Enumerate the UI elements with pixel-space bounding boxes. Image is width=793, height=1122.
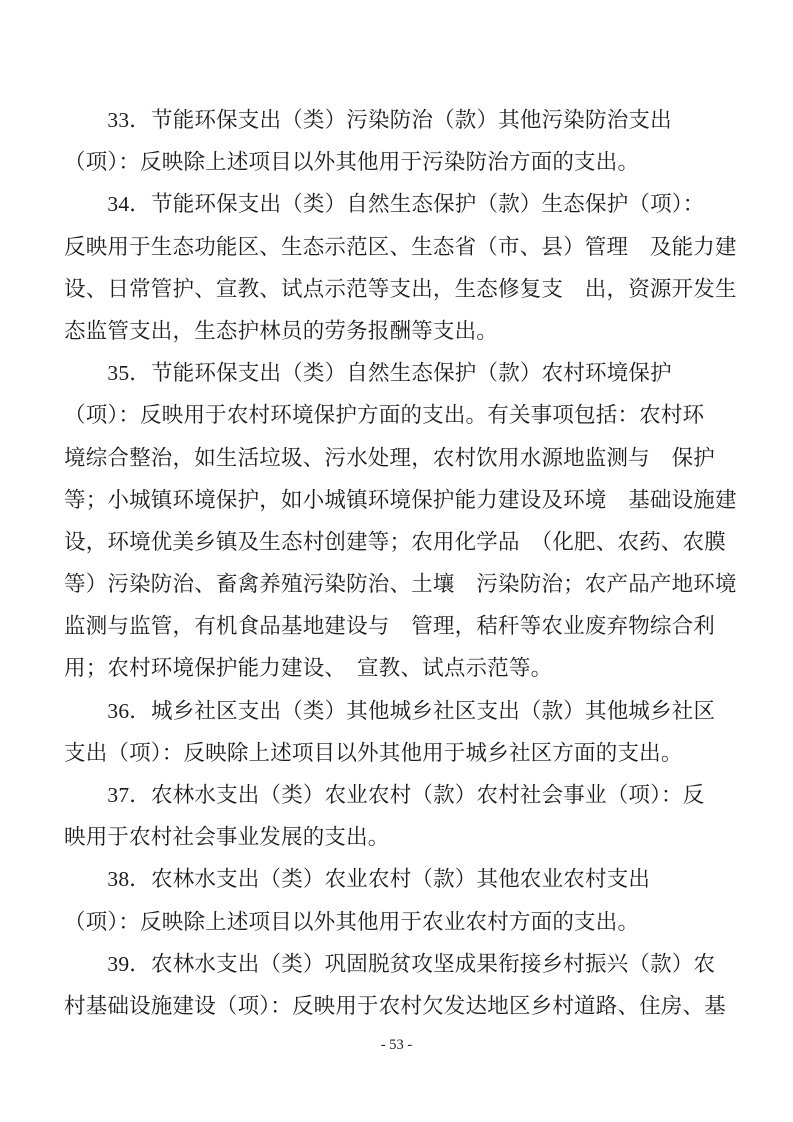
text-line: （项）：反映除上述项目以外其他用于污染防治方面的支出。 <box>64 150 640 175</box>
text-line: 36．城乡社区支出（类）其他城乡社区支出（款）其他城乡社区 <box>64 698 716 723</box>
text-line: 态监管支出，生态护林员的劳务报酬等支出。 <box>64 318 499 343</box>
text-line: 34．节能环保支出（类）自然生态保护（款）生态保护（项）： <box>64 192 705 217</box>
text-line: 村基础设施建设（项）：反映用于农村欠发达地区乡村道路、住房、基 <box>64 993 726 1018</box>
text-line: 设、日常管护、宣教、试点示范等支出，生态修复支 出，资源开发生 <box>64 276 737 301</box>
text-line: 38．农林水支出（类）农业农村（款）其他农业农村支出 <box>64 867 651 892</box>
text-line: 监测与监管，有机食品基地建设与 管理，秸秆等农业废弃物综合利 <box>64 614 716 639</box>
text-line: 35．节能环保支出（类）自然生态保护（款）农村环境保护 <box>64 361 672 386</box>
text-line: 33．节能环保支出（类）污染防治（款）其他污染防治支出 <box>64 108 672 132</box>
page-number-footer: - 53 - <box>380 1037 413 1053</box>
document-text-block <box>64 99 740 1027</box>
text-line: （项）：反映除上述项目以外其他用于农业农村方面的支出。 <box>64 909 640 934</box>
text-line: 境综合整治，如生活垃圾、污水处理，农村饮用水源地监测与 保护 <box>64 445 716 470</box>
text-line: 37．农林水支出（类）农业农村（款）农村社会事业（项）：反 <box>64 783 705 807</box>
text-line: 设，环境优美乡镇及生态村创建等；农用化学品 （化肥、农药、农膜 <box>64 529 726 554</box>
text-line: 反映用于生态功能区、生态示范区、生态省（市、县）管理 及能力建 <box>64 234 737 259</box>
text-line: 用；农村环境保护能力建设、 宣教、试点示范等。 <box>64 656 553 681</box>
text-line: 等；小城镇环境保护，如小城镇环境保护能力建设及环境 基础设施建 <box>64 487 737 512</box>
text-line: 39．农林水支出（类）巩固脱贫攻坚成果衔接乡村振兴（款）农 <box>64 951 716 976</box>
text-line: （项）：反映用于农村环境保护方面的支出。有关事项包括：农村环 <box>64 403 705 428</box>
text-line: 等）污染防治、畜禽养殖污染防治、土壤 污染防治；农产品产地环境 <box>64 572 737 597</box>
text-line: 支出（项）：反映除上述项目以外其他用于城乡社区方面的支出。 <box>64 740 683 765</box>
text-line: 映用于农村社会事业发展的支出。 <box>64 825 390 850</box>
